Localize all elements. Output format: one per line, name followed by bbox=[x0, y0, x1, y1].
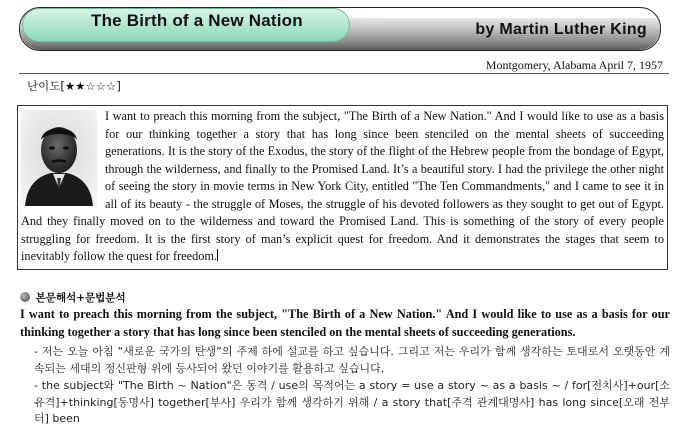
translation-note: - 저는 오늘 아침 “새로운 국가의 탄생”의 주제 하에 설교를 하고 싶습니다. 그리고 저는 우리가 함께 생각하는 토대로서 오랫동안 계속되는 세대의 정신판형 위에 등사되어 왔던 이야기를 활용하고 싶습니다. bbox=[34, 345, 670, 375]
grammar-note: - the subject와 "The Birth ~ Nation"은 동격 / use의 목적어는 a story = use a story ~ as a basis ~ / for[전치사]+our[소유격]+thinking[동명사] together[부사] 우리가 함께 생각하기 위해 / a story that[주격 관계대명사] has long since[오래 전부터] been bbox=[34, 379, 670, 425]
difficulty-rating: 난이도[★★☆☆☆] bbox=[27, 79, 121, 93]
analysis-heading: 본문해석+문법분석 bbox=[20, 290, 126, 305]
passage-box bbox=[17, 105, 668, 270]
speech-author: by Martin Luther King bbox=[475, 21, 647, 38]
title-banner bbox=[19, 7, 661, 51]
speech-passage: I want to preach this morning from the subject, "The Birth of a New Nation." And I would like to use as a basis for our thinking together a story that has long since been stenciled on the mental sheets of succeeding generations. It is the story of the Exodus, the story of the flight of the Hebrew people from the bondage of Egypt, through the wilderness, and finally to the Promised Land. It’s a beautiful story. I had the privilege the other night of seeing the story in movie terms in New York City, entitled "The Ten Commandments," and I came to see it in all of its beauty - the struggle of Moses, the struggle of his devoted followers as they sought to get out of Egypt. And they finally moved on to the wilderness and toward the Promised Land. This is something of the story of every people struggling for freedom. It is the first story of man’s explicit quest for freedom. And it demonstrates the stages that seem to inevitably follow the quest for freedom. bbox=[21, 109, 664, 263]
text-cursor bbox=[217, 249, 218, 261]
analysis-sentence: I want to preach this morning from the subject, "The Birth of a New Nation." And I would like to use as a basis for our thinking together a story that has long since been stenciled on the mental sheets of succeeding generations. bbox=[20, 307, 670, 339]
dateline: Montgomery, Alabama April 7, 1957 bbox=[485, 58, 663, 72]
speech-title: The Birth of a New Nation bbox=[91, 11, 303, 30]
divider bbox=[19, 73, 669, 74]
section-bullet-icon bbox=[20, 292, 30, 302]
